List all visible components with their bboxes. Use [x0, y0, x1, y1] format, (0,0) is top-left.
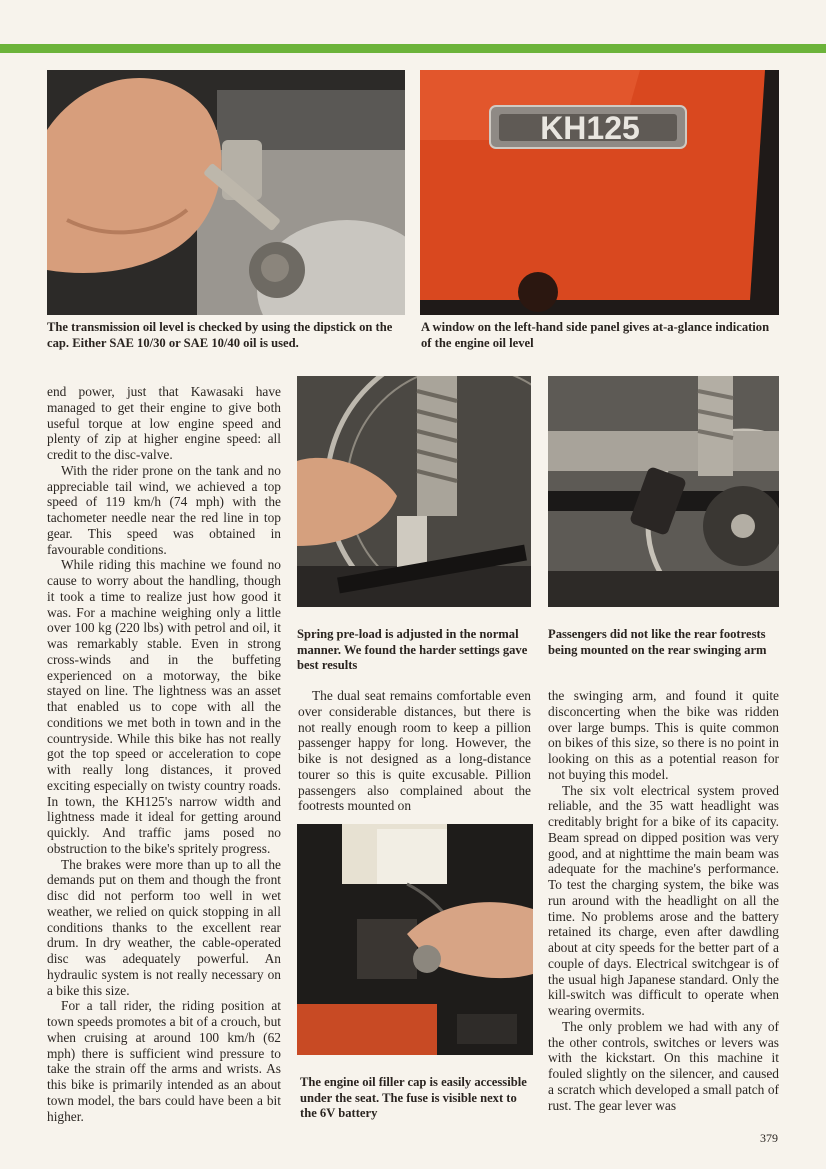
- body-column-middle: [298, 688, 531, 814]
- paragraph: While riding this machine we found no cause to worry about the handling, though it took a time to realize just how good it was. For a machine weighing only a little over 100 kg (220 lbs) with petrol and oil, it was remarkably stable. Even in strong cross-winds and in the buffeting experienced on a motorway, the bike stayed on line. The lightness was an asset that enabled us to cope with all the conditions we met both in town and in the countryside. While this bike has not really got the top speed or acceleration to cope with really long distances, it proved exciting especially on twisty country roads. In town, the KH125's narrow width and lightness made it ideal for getting around quickly. And traffic jams posed no obstruction to the bike's spritely progress.: [47, 557, 281, 856]
- caption-footrests: Passengers did not like the rear footrests being mounted on the rear swinging arm: [548, 627, 767, 657]
- paragraph: The dual seat remains comfortable even over considerable distances, but there is not really enough room to keep a pillion passenger happy for long. However, the bike is not designed as a long-distance tourer so this is quite excusable. Pillion passengers also complained about the footrests mounted on: [298, 688, 531, 814]
- body-column-left: [47, 384, 281, 1124]
- caption-window: A window on the left-hand side panel gives at-a-glance indication of the engine oil level: [421, 320, 770, 350]
- body-column-right: [548, 688, 779, 1113]
- paragraph: the swinging arm, and found it quite disconcerting when the bike was ridden over large bumps. This is quite common on bikes of this size, so there is no point in looking on this as a potential reason for not buying this model.: [548, 688, 779, 782]
- paragraph: end power, just that Kawasaki have managed to get their engine to give both useful torque at low engine speed and plenty of zip at higher engine speed: all credit to the disc-valve.: [47, 384, 281, 462]
- rear-footrest-photo: [548, 376, 779, 607]
- page-number: 379: [760, 1131, 778, 1145]
- kh125-badge-text: KH125: [540, 110, 640, 146]
- rear-shock-photo: [297, 376, 531, 607]
- caption-transmission: The transmission oil level is checked by using the dipstick on the cap. Either SAE 10/30 or SAE 10/40 oil is used.: [47, 320, 393, 350]
- oil-filler-photo: [297, 824, 533, 1055]
- caption-filler: The engine oil filler cap is easily accessible under the seat. The fuse is visible next to the 6V battery: [300, 1075, 527, 1120]
- caption-spring: Spring pre-load is adjusted in the normal manner. We found the harder settings gave best results: [297, 627, 528, 672]
- paragraph: With the rider prone on the tank and no appreciable tail wind, we achieved a top speed of 119 km/h (74 mph) with the tachometer needle near the red line in top gear. This speed was obtained in favourable conditions.: [47, 462, 281, 557]
- paragraph: The brakes were more than up to all the demands put on them and though the front disc did not perform too well in wet weather, we relied on quick stopping in all conditions thanks to the excellent rear drum. In dry weather, the cable-operated disc was adequately powerful. An hydraulic system is not really necessary on a bike this size.: [47, 856, 281, 998]
- side-panel-photo: [420, 70, 779, 315]
- transmission-dipstick-photo: [47, 70, 405, 315]
- paragraph: The six volt electrical system proved reliable, and the 35 watt headlight was creditably bright for a bike of its capacity. Beam spread on dipped position was very good, and at nighttime the main beam was adequate for the machine's performance. To test the charging system, the bike was run around with the headlight on all the time. No problems arose and the battery retained its charge, even after dawdling about at city speeds for the better part of a couple of days. Electrical switchgear is of the usual high Japanese standard. Only the kill-switch was difficult to operate when wearing overmits.: [548, 782, 779, 1018]
- header-green-bar: [0, 44, 826, 53]
- paragraph: For a tall rider, the riding position at town speeds promotes a bit of a crouch, but when cruising at around 100 km/h (62 mph) there is sufficient wind pressure to take the strain off the arms and wrists. As this bike is primarily intended as an about town model, the bars could have been a bit higher.: [47, 998, 281, 1124]
- paragraph: The only problem we had with any of the other controls, switches or levers was with the kickstart. On this machine it fouled slightly on the silencer, and caused a scratch which developed a small patch of rust. The gear lever was: [548, 1018, 779, 1113]
